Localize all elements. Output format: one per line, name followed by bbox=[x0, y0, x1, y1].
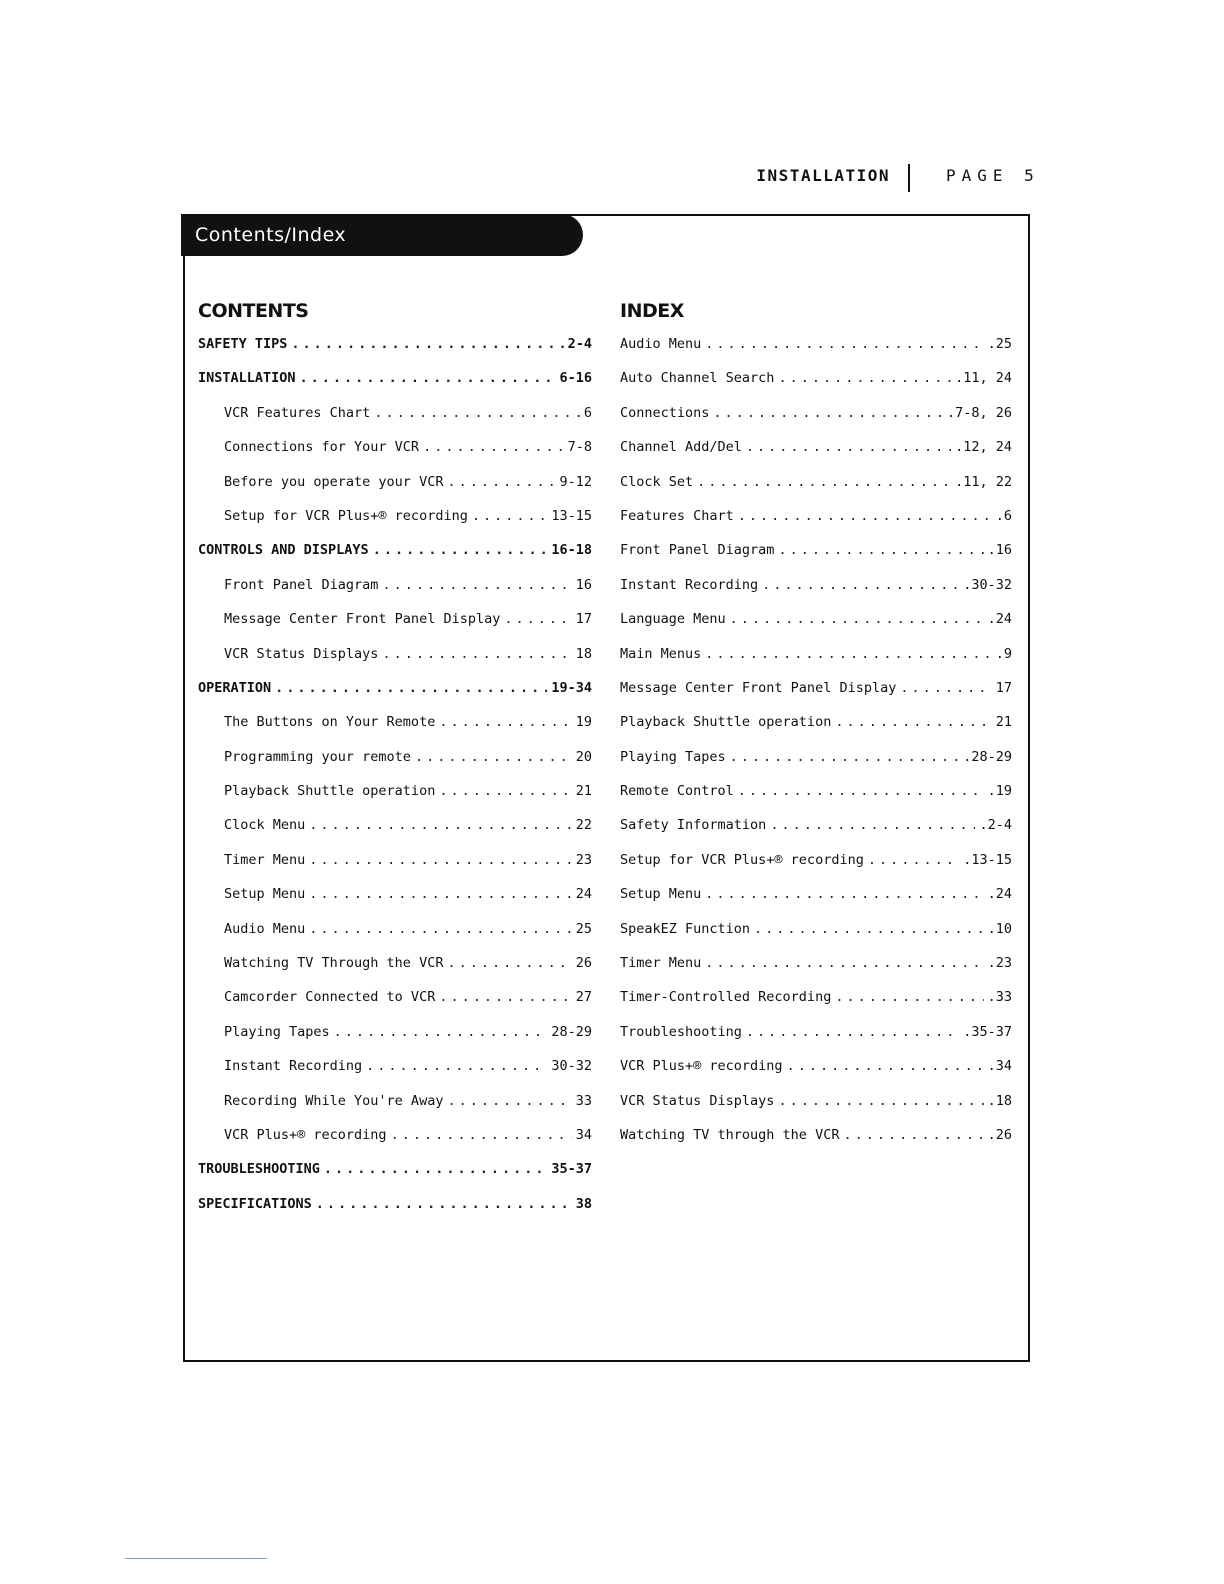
index-entry-page: .35-37 bbox=[963, 1023, 1012, 1040]
index-entry-label: Main Menus bbox=[620, 645, 702, 662]
index-entry-label: VCR Status Displays bbox=[620, 1092, 775, 1109]
index-entry-label: Troubleshooting bbox=[620, 1023, 742, 1040]
contents-entry-label: VCR Plus+® recording bbox=[224, 1126, 387, 1143]
index-entry-label: Channel Add/Del bbox=[620, 439, 742, 456]
dot-leader bbox=[309, 886, 571, 902]
dot-leader bbox=[309, 921, 571, 937]
dot-leader bbox=[291, 336, 563, 352]
dot-leader bbox=[374, 405, 580, 421]
dot-leader bbox=[900, 680, 991, 696]
index-entry-label: Playing Tapes bbox=[620, 748, 726, 765]
contents-entry bbox=[198, 370, 592, 404]
index-column bbox=[620, 298, 1012, 1161]
index-entry-label: Remote Control bbox=[620, 783, 734, 800]
contents-entry bbox=[198, 680, 592, 714]
header-divider bbox=[908, 164, 910, 192]
contents-entry bbox=[198, 1058, 592, 1092]
contents-column bbox=[198, 298, 592, 1230]
contents-entry bbox=[198, 508, 592, 542]
contents-entry-label: Clock Menu bbox=[224, 817, 306, 834]
index-entry bbox=[620, 886, 1012, 920]
index-entry bbox=[620, 370, 1012, 404]
index-entry-page: .28-29 bbox=[963, 748, 1012, 765]
contents-entry-page: 35-37 bbox=[551, 1161, 592, 1178]
dot-leader bbox=[300, 370, 556, 386]
contents-entry-page: 19-34 bbox=[551, 679, 592, 696]
contents-entry-page: 34 bbox=[575, 1126, 592, 1143]
dot-leader bbox=[373, 542, 548, 558]
contents-entry-label: Connections for Your VCR bbox=[224, 439, 420, 456]
contents-entry bbox=[198, 611, 592, 645]
index-entry-label: Playback Shuttle operation bbox=[620, 714, 832, 731]
contents-entry-label: Audio Menu bbox=[224, 920, 306, 937]
dot-leader bbox=[868, 852, 959, 868]
contents-entry-label: Camcorder Connected to VCR bbox=[224, 989, 436, 1006]
contents-entry-label: TROUBLESHOOTING bbox=[198, 1161, 320, 1178]
index-entry bbox=[620, 1058, 1012, 1092]
dot-leader bbox=[382, 646, 571, 662]
dot-leader bbox=[835, 989, 983, 1005]
index-entry-page: .24 bbox=[987, 611, 1012, 628]
dot-leader bbox=[382, 577, 571, 593]
contents-entry-page: 26 bbox=[575, 955, 592, 972]
dot-leader bbox=[316, 1196, 572, 1212]
index-entry bbox=[620, 1127, 1012, 1161]
index-entry-label: Language Menu bbox=[620, 611, 726, 628]
index-entry bbox=[620, 439, 1012, 473]
contents-index-banner: Contents/Index bbox=[181, 214, 583, 256]
index-entry-page: 21 bbox=[995, 714, 1012, 731]
dot-leader bbox=[324, 1161, 547, 1177]
contents-entry-page: 17 bbox=[575, 611, 592, 628]
contents-entry-page: 33 bbox=[575, 1092, 592, 1109]
dot-leader bbox=[713, 405, 943, 421]
index-entry-page: .11, 24 bbox=[955, 370, 1012, 387]
dot-leader bbox=[754, 921, 984, 937]
dot-leader bbox=[447, 1093, 571, 1109]
contents-entry bbox=[198, 439, 592, 473]
contents-entry-label: Programming your remote bbox=[224, 748, 411, 765]
dot-leader bbox=[787, 1058, 984, 1074]
index-entry-label: SpeakEZ Function bbox=[620, 920, 751, 937]
contents-entry bbox=[198, 1024, 592, 1058]
contents-entry-label: Message Center Front Panel Display bbox=[224, 611, 501, 628]
contents-entry-label: Timer Menu bbox=[224, 851, 306, 868]
dot-leader bbox=[770, 817, 975, 833]
page-header bbox=[0, 164, 1224, 190]
index-entry bbox=[620, 680, 1012, 714]
contents-entry-label: Playback Shuttle operation bbox=[224, 783, 436, 800]
contents-heading: CONTENTS bbox=[198, 300, 309, 322]
dot-leader bbox=[334, 1024, 548, 1040]
contents-entry bbox=[198, 1161, 592, 1195]
index-entry-label: Front Panel Diagram bbox=[620, 542, 775, 559]
contents-entry-label: Setup for VCR Plus+® recording bbox=[224, 507, 468, 524]
index-heading: INDEX bbox=[620, 300, 684, 322]
dot-leader bbox=[705, 886, 983, 902]
contents-entry-page: 13-15 bbox=[551, 507, 592, 524]
contents-entry bbox=[198, 714, 592, 748]
index-entry-label: Setup for VCR Plus+® recording bbox=[620, 851, 864, 868]
index-entry-label: VCR Plus+® recording bbox=[620, 1058, 783, 1075]
dot-leader bbox=[309, 852, 571, 868]
index-entry bbox=[620, 1093, 1012, 1127]
contents-entry-page: 18 bbox=[575, 645, 592, 662]
contents-entry-label: Before you operate your VCR bbox=[224, 473, 444, 490]
contents-entry-label: Playing Tapes bbox=[224, 1023, 330, 1040]
dot-leader bbox=[738, 508, 992, 524]
dot-leader bbox=[439, 714, 571, 730]
dot-leader bbox=[778, 1093, 983, 1109]
index-entry bbox=[620, 817, 1012, 851]
index-entry bbox=[620, 783, 1012, 817]
index-entry-label: Auto Channel Search bbox=[620, 370, 775, 387]
dot-leader bbox=[778, 542, 983, 558]
index-entry bbox=[620, 542, 1012, 576]
index-entry-page: .9 bbox=[995, 645, 1012, 662]
contents-list bbox=[198, 336, 592, 1230]
index-entry-page: .34 bbox=[987, 1058, 1012, 1075]
dot-leader bbox=[391, 1127, 572, 1143]
contents-entry-label: Front Panel Diagram bbox=[224, 576, 379, 593]
dot-leader bbox=[309, 817, 571, 833]
index-entry-page: .33 bbox=[987, 989, 1012, 1006]
contents-entry-label: CONTROLS AND DISPLAYS bbox=[198, 542, 369, 559]
contents-entry-page: 21 bbox=[575, 783, 592, 800]
index-entry-page: .24 bbox=[987, 886, 1012, 903]
index-entry bbox=[620, 611, 1012, 645]
index-entry-page: .30-32 bbox=[963, 576, 1012, 593]
index-entry bbox=[620, 749, 1012, 783]
dot-leader bbox=[415, 749, 572, 765]
contents-entry-label: INSTALLATION bbox=[198, 370, 296, 387]
dot-leader bbox=[843, 1127, 983, 1143]
section-title: INSTALLATION bbox=[756, 166, 890, 185]
contents-entry bbox=[198, 749, 592, 783]
index-entry-page: .18 bbox=[987, 1092, 1012, 1109]
contents-entry-page: 28-29 bbox=[551, 1023, 592, 1040]
contents-entry bbox=[198, 336, 592, 370]
dot-leader bbox=[275, 680, 547, 696]
dot-leader bbox=[439, 989, 571, 1005]
contents-entry-label: SAFETY TIPS bbox=[198, 336, 288, 352]
index-entry-page: .26 bbox=[987, 1126, 1012, 1143]
contents-entry-label: OPERATION bbox=[198, 679, 272, 696]
contents-entry bbox=[198, 921, 592, 955]
index-entry bbox=[620, 646, 1012, 680]
dot-leader bbox=[730, 611, 984, 627]
contents-entry-page: 9-12 bbox=[559, 473, 592, 490]
contents-entry-page: 7-8 bbox=[567, 439, 592, 456]
contents-entry-label: Instant Recording bbox=[224, 1058, 363, 1075]
dot-leader bbox=[746, 439, 951, 455]
index-entry-page: .19 bbox=[987, 783, 1012, 800]
contents-entry bbox=[198, 1093, 592, 1127]
contents-entry bbox=[198, 577, 592, 611]
contents-entry-page: 2-4 bbox=[567, 336, 592, 352]
contents-entry bbox=[198, 989, 592, 1023]
dot-leader bbox=[738, 783, 984, 799]
contents-entry-label: The Buttons on Your Remote bbox=[224, 714, 436, 731]
index-entry-page: .2-4 bbox=[979, 817, 1012, 834]
contents-entry bbox=[198, 405, 592, 439]
contents-entry bbox=[198, 1196, 592, 1230]
index-entry bbox=[620, 852, 1012, 886]
contents-entry bbox=[198, 886, 592, 920]
page-number: PAGE 5 bbox=[946, 166, 1040, 185]
index-entry-page: .6 bbox=[995, 507, 1012, 524]
index-entry bbox=[620, 921, 1012, 955]
contents-entry bbox=[198, 955, 592, 989]
contents-entry-page: 24 bbox=[575, 886, 592, 903]
index-entry bbox=[620, 336, 1012, 370]
index-entry-label: Safety Information bbox=[620, 817, 767, 834]
dot-leader bbox=[705, 955, 983, 971]
contents-entry-label: Watching TV Through the VCR bbox=[224, 955, 444, 972]
index-entry-label: Setup Menu bbox=[620, 886, 702, 903]
index-entry bbox=[620, 955, 1012, 989]
index-entry-label: Instant Recording bbox=[620, 576, 759, 593]
contents-entry-label: VCR Features Chart bbox=[224, 404, 371, 421]
contents-entry bbox=[198, 646, 592, 680]
index-entry-label: Audio Menu bbox=[620, 336, 702, 352]
index-entry-label: Message Center Front Panel Display bbox=[620, 679, 897, 696]
dot-leader bbox=[705, 646, 991, 662]
contents-entry-page: 25 bbox=[575, 920, 592, 937]
contents-entry-page: 23 bbox=[575, 851, 592, 868]
index-entry bbox=[620, 405, 1012, 439]
index-entry-label: Features Chart bbox=[620, 507, 734, 524]
contents-entry bbox=[198, 1127, 592, 1161]
index-entry-page: .12, 24 bbox=[955, 439, 1012, 456]
index-entry-page: .23 bbox=[987, 955, 1012, 972]
contents-entry-page: 16-18 bbox=[551, 542, 592, 559]
contents-entry-page: 6-16 bbox=[559, 370, 592, 387]
index-entry-label: Clock Set bbox=[620, 473, 694, 490]
index-entry-page: .25 bbox=[987, 336, 1012, 352]
contents-entry-page: 19 bbox=[575, 714, 592, 731]
contents-entry bbox=[198, 852, 592, 886]
index-entry-label: Timer Menu bbox=[620, 955, 702, 972]
dot-leader bbox=[697, 474, 951, 490]
index-entry-page: .16 bbox=[987, 542, 1012, 559]
dot-leader bbox=[423, 439, 564, 455]
contents-entry-page: 22 bbox=[575, 817, 592, 834]
dot-leader bbox=[472, 508, 548, 524]
contents-entry-page: 16 bbox=[575, 576, 592, 593]
index-entry bbox=[620, 474, 1012, 508]
contents-entry bbox=[198, 783, 592, 817]
index-entry-page: 17 bbox=[995, 679, 1012, 696]
contents-entry-page: 30-32 bbox=[551, 1058, 592, 1075]
contents-entry-page: 38 bbox=[575, 1195, 592, 1212]
contents-entry bbox=[198, 542, 592, 576]
dot-leader bbox=[730, 749, 960, 765]
dot-leader bbox=[447, 474, 555, 490]
index-entry-label: Watching TV through the VCR bbox=[620, 1126, 840, 1143]
contents-entry bbox=[198, 817, 592, 851]
contents-entry-page: 20 bbox=[575, 748, 592, 765]
contents-entry bbox=[198, 474, 592, 508]
index-entry bbox=[620, 508, 1012, 542]
index-list bbox=[620, 336, 1012, 1161]
contents-entry-page: 27 bbox=[575, 989, 592, 1006]
dot-leader bbox=[439, 783, 571, 799]
index-entry bbox=[620, 989, 1012, 1023]
index-entry-page: .7-8, 26 bbox=[946, 404, 1012, 421]
dot-leader bbox=[746, 1024, 959, 1040]
index-entry bbox=[620, 714, 1012, 748]
dot-leader bbox=[778, 370, 951, 386]
contents-entry-label: VCR Status Displays bbox=[224, 645, 379, 662]
contents-entry-label: SPECIFICATIONS bbox=[198, 1195, 312, 1212]
dot-leader bbox=[504, 611, 571, 627]
contents-entry-label: Recording While You're Away bbox=[224, 1092, 444, 1109]
index-entry-label: Timer-Controlled Recording bbox=[620, 989, 832, 1006]
index-entry bbox=[620, 577, 1012, 611]
dot-leader bbox=[366, 1058, 547, 1074]
footer-line bbox=[125, 1558, 267, 1559]
dot-leader bbox=[705, 336, 983, 352]
dot-leader bbox=[835, 714, 991, 730]
index-entry-page: .11, 22 bbox=[955, 473, 1012, 490]
index-entry-page: .10 bbox=[987, 920, 1012, 937]
index-entry-label: Connections bbox=[620, 404, 710, 421]
index-entry-page: .13-15 bbox=[963, 851, 1012, 868]
contents-entry-page: 6 bbox=[583, 404, 592, 421]
index-entry bbox=[620, 1024, 1012, 1058]
contents-entry-label: Setup Menu bbox=[224, 886, 306, 903]
dot-leader bbox=[447, 955, 571, 971]
dot-leader bbox=[762, 577, 959, 593]
